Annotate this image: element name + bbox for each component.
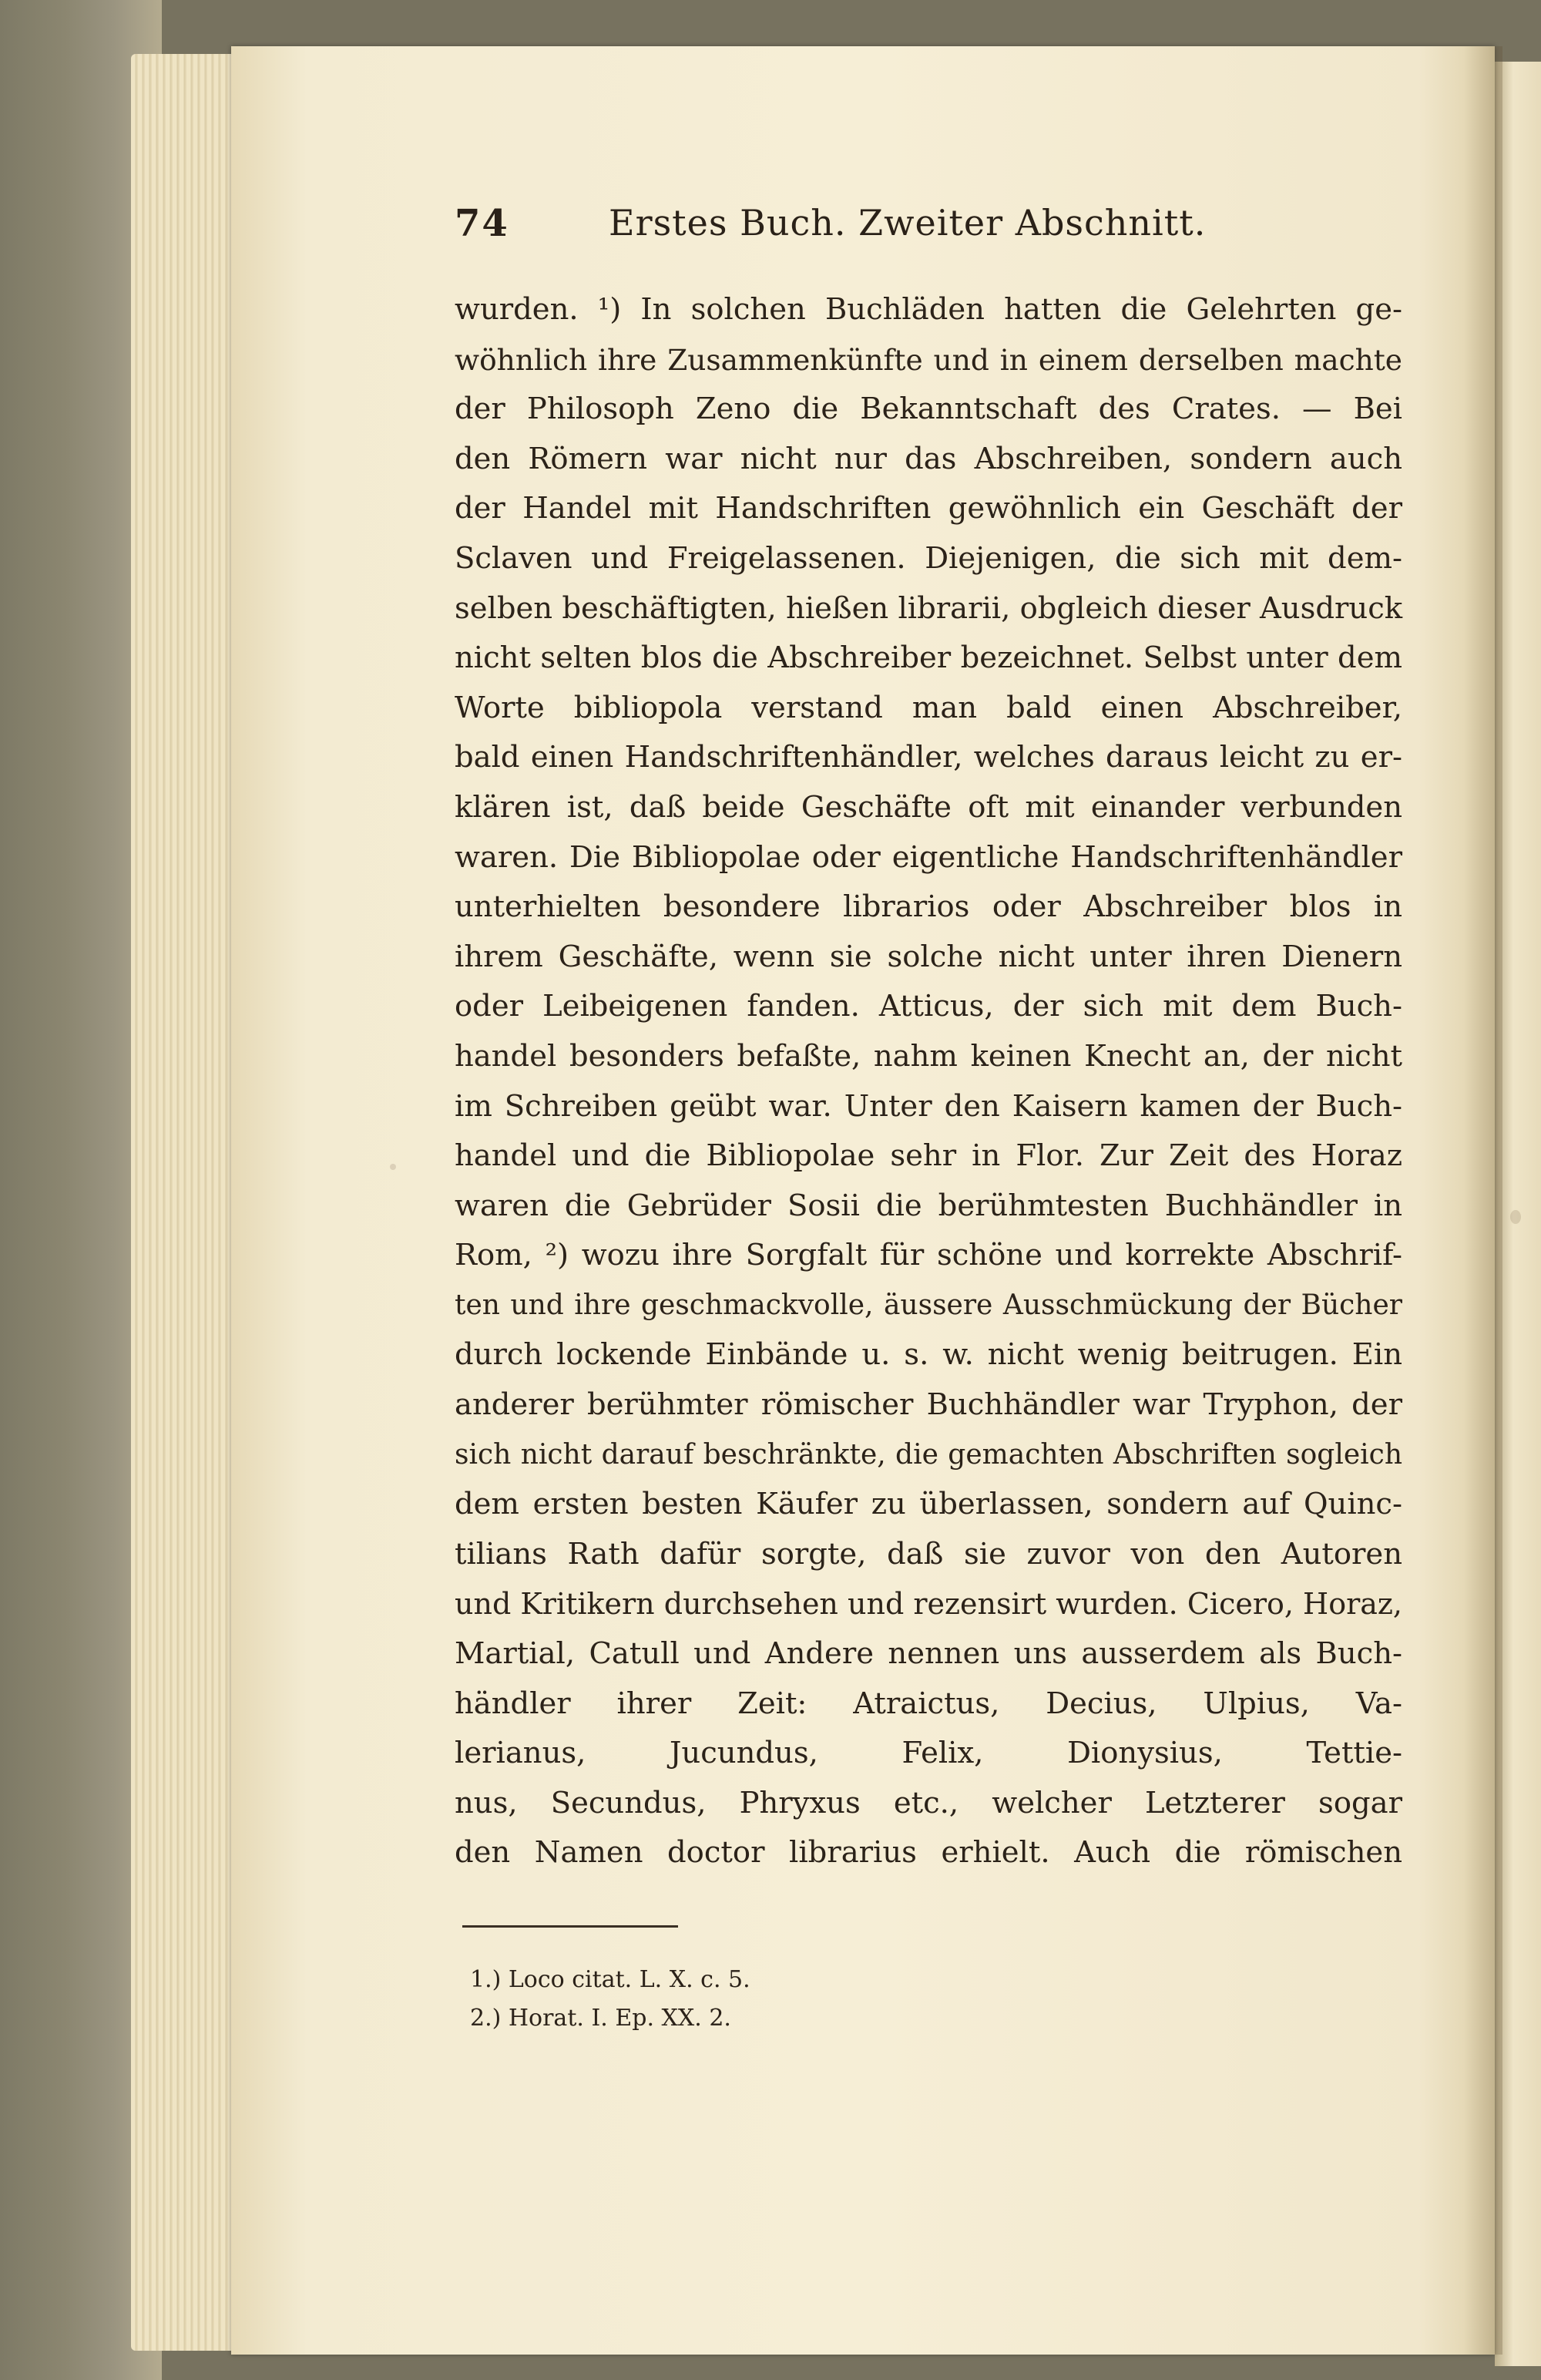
text-line: der Handel mit Handschriften gewöhnlich ein Geschäft der [455,491,1402,526]
text-line: klären ist, daß beide Geschäfte oft mit einander verbunden [455,789,1402,825]
text-line: den Namen doctor librarius erhielt. Auch die römischen [455,1835,1402,1871]
text-line: dem ersten besten Käufer zu überlassen, sondern auf Quinc- [455,1487,1402,1522]
text-line: handel und die Bibliopolae sehr in Flor. Zur Zeit des Horaz [455,1138,1402,1174]
text-line: nus, Secundus, Phryxus etc., welcher Letzterer sogar [455,1785,1402,1820]
text-line: handel besonders befaßte, nahm keinen Knecht an, der nicht [455,1038,1402,1074]
text-line: anderer berühmter römischer Buchhändler war Tryphon, der [455,1387,1402,1423]
gutter-shadow [1464,46,1502,2355]
text-line: nicht selten blos die Abschreiber bezeichnet. Selbst unter dem [455,640,1402,676]
paper-spot [390,1164,396,1170]
footnotes [470,1961,1086,2038]
text-line: durch lockende Einbände u. s. w. nicht wenig beitrugen. Ein [455,1337,1402,1373]
page-number: 74 [455,202,509,245]
text-line: tilians Rath dafür sorgte, daß sie zuvor von den Autoren [455,1536,1402,1572]
text-line: waren. Die Bibliopolae oder eigentliche Handschriftenhändler [455,839,1402,875]
text-line: lerianus, Jucundus, Felix, Dionysius, Tettie- [455,1736,1402,1771]
text-line: unterhielten besondere librarios oder Abschreiber blos in [455,889,1402,925]
text-line: selben beschäftigten, hießen librarii, obgleich dieser Ausdruck [455,590,1403,626]
text-line: waren die Gebrüder Sosii die berühmtesten Buchhändler in [455,1188,1402,1223]
text-line: wurden. ¹) In solchen Buchläden hatten die Gelehrten ge- [455,292,1402,327]
text-line: und Kritikern durchsehen und rezensirt wurden. Cicero, Horaz, [455,1587,1402,1622]
text-line: Worte bibliopola verstand man bald einen Abschreiber, [455,690,1402,725]
text-line: Rom, ²) wozu ihre Sorgfalt für schöne und korrekte Abschrif- [455,1238,1402,1273]
footnote-rule [462,1925,678,1928]
page-header [455,202,1402,256]
running-head: Erstes Buch. Zweiter Abschnitt. [609,202,1207,244]
footnote: 1.) Loco citat. L. X. c. 5. [470,1966,750,1993]
footnote: 2.) Horat. I. Ep. XX. 2. [470,2005,731,2032]
text-line: den Römern war nicht nur das Abschreiben, sondern auch [455,441,1402,476]
text-line: Sclaven und Freigelassenen. Diejenigen, die sich mit dem- [455,540,1402,576]
text-line: der Philosoph Zeno die Bekanntschaft des Crates. — Bei [455,392,1402,427]
text-line: sich nicht darauf beschränkte, die gemachten Abschriften sogleich [455,1438,1402,1471]
text-line: bald einen Handschriftenhändler, welches daraus leicht zu er- [455,740,1402,775]
text-line: Martial, Catull und Andere nennen uns ausserdem als Buch- [455,1636,1402,1672]
text-line: händler ihrer Zeit: Atraictus, Decius, Ulpius, Va- [455,1686,1402,1721]
text-line: wöhnlich ihre Zusammenkünfte und in einem derselben machte [455,342,1402,377]
paper-spot [1510,1210,1521,1224]
text-line: oder Leibeigenen fanden. Atticus, der sich mit dem Buch- [455,989,1402,1024]
text-line: ihrem Geschäfte, wenn sie solche nicht unter ihren Dienern [455,939,1402,974]
body-text [455,285,1402,1878]
text-line: im Schreiben geübt war. Unter den Kaisern kamen der Buch- [455,1088,1402,1124]
text-line: ten und ihre geschmackvolle, äussere Ausschmückung der Bücher [455,1289,1402,1321]
